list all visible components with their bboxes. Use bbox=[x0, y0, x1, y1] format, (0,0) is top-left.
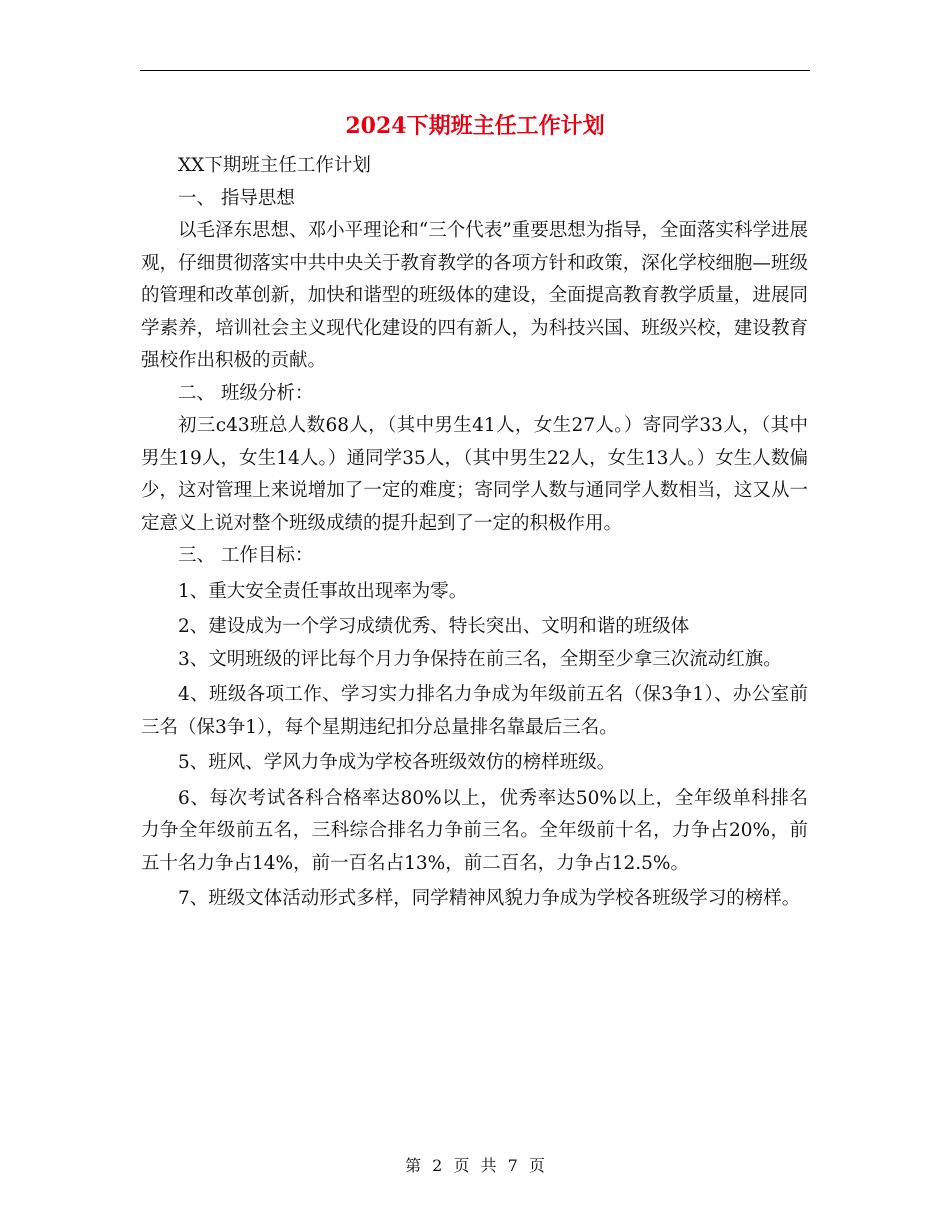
goal-item-3: 3、文明班级的评比每个月力争保持在前三名，全期至少拿三次流动红旗。 bbox=[178, 648, 782, 670]
goal-item-5: 5、班风、学风力争成为学校各班级效仿的榜样班级。 bbox=[178, 752, 616, 773]
section-heading-class-analysis: 二、 班级分析： bbox=[178, 382, 314, 404]
paragraph-class-analysis: 初三c43班总人数68人，（其中男生41人，女生27人。）寄同学33人，（其中男生19人，女生14人。）通同学35人，（其中男生22人，女生13人。）女生人数偏少，这对管理上来说增加了一定的难度；寄同学人数与通同学人数相当，这又从一定意义上说对整个班级成绩的提升起到了一定的积极作用。 bbox=[141, 415, 808, 534]
section-heading-work-goals: 三、 工作目标： bbox=[178, 545, 314, 566]
section-heading-guiding-thought: 一、 指导思想 bbox=[178, 187, 295, 209]
goal-item-4: 4、班级各项工作、学习实力排名力争成为年级前五名（保3争1）、办公室前三名（保3争1），每个星期违纪扣分总量排名靠最后三名。 bbox=[141, 684, 808, 738]
goal-item-1: 1、重大安全责任事故出现率为零。 bbox=[178, 580, 468, 602]
document-title: 2024下期班主任工作计划 bbox=[345, 113, 605, 139]
document-body bbox=[141, 150, 808, 916]
paragraph-guiding-thought: 以毛泽东思想、邓小平理论和“三个代表”重要思想为指导，全面落实科学进展观，仔细贯彻落实中共中央关于教育教学的各项方针和政策，深化学校细胞—班级的管理和改革创新，加快和谐型的班级体的建设，全面提高教育教学质量，进展同学素养，培训社会主义现代化建设的四有新人，为科技兴国、班级兴校，建设教育强校作出积极的贡献。 bbox=[141, 220, 808, 371]
document-subtitle: XX下期班主任工作计划 bbox=[178, 155, 371, 176]
goal-item-7: 7、班级文体活动形式多样，同学精神风貌力争成为学校各班级学习的榜样。 bbox=[178, 888, 801, 909]
goal-item-6: 6、每次考试各科合格率达80%以上，优秀率达50%以上，全年级单科排名力争全年级前五名，三科综合排名力争前三名。全年级前十名，力争占20%，前五十名力争占14%，前一百名占13%，前二百名，力争占12.5%。 bbox=[141, 787, 808, 874]
page-number: 第 2 页 共 7 页 bbox=[405, 1156, 545, 1175]
header-rule bbox=[140, 70, 810, 71]
goal-item-2: 2、建设成为一个学习成绩优秀、特长突出、文明和谐的班级体 bbox=[178, 616, 690, 637]
